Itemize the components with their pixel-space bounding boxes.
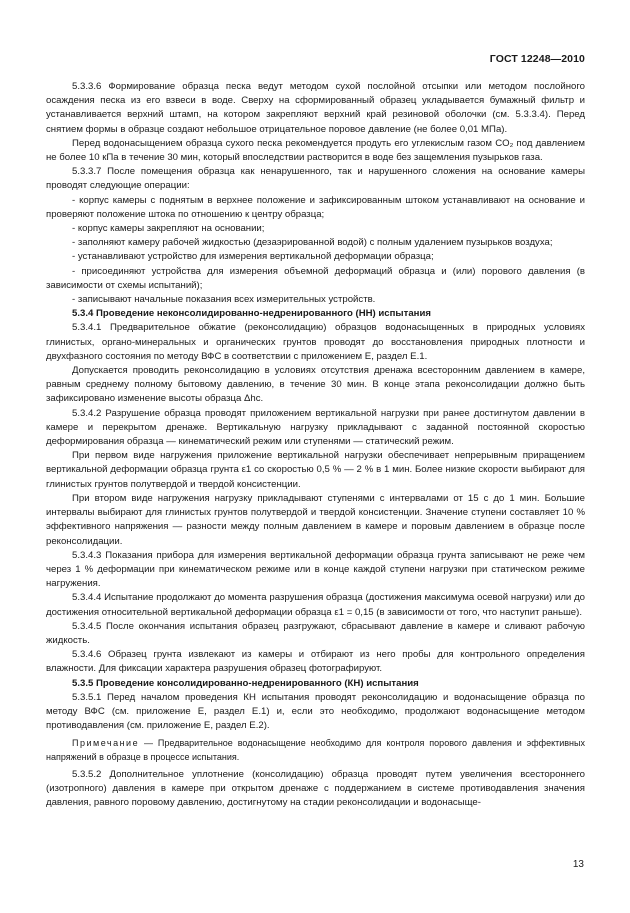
paragraph: 5.3.3.7 После помещения образца как ненарушенного, так и нарушенного сложения на основание камеры проводят следующие операции: — [46, 166, 585, 192]
paragraph: 5.3.4.2 Разрушение образца проводят приложением вертикальной нагрузки при ранее достигнутом давлении в камере и перекрытом дренаже. Вертикальную нагрузку прикладывают с заданной постоянной скоростью деформирования образца — кинематический режим или ступенями — статический режим. — [46, 407, 585, 448]
note-text: — Предварительное водонасыщение необходимо для контроля порового давления и эффективных напряжений в образце в процессе испытания. — [46, 738, 585, 762]
paragraph: Допускается проводить реконсолидацию в условиях отсутствия дренажа всесторонним давлением в камере, равным среднему полному бытовому давлению, в течение 30 мин. В конце этапа реконсолидации должно быть зафиксировано изменение высоты образца Δhc. — [46, 365, 585, 405]
section-heading: 5.3.4 Проведение неконсолидированно-недренированного (НН) испытания — [72, 308, 431, 320]
paragraph: Перед водонасыщением образца сухого песка рекомендуется продуть его углекислым газом CO₂ под давлением не более 10 кПа в течение 30 мин, который впоследствии растворится в воде без защемления пузырьков газа. — [46, 137, 585, 164]
standard-header: ГОСТ 12248—2010 — [489, 53, 585, 65]
paragraph: При первом виде нагружения приложение вертикальной нагрузки обеспечивает непрерывным приращением вертикальной деформации образца грунта ε1 со скоростью 0,5 % — 2 % в 1 мин. Более низкие скорости выбирают для глинистых грунтов полутвердой и твердой консистенции. — [46, 450, 585, 490]
list-item: - корпус камеры закрепляют на основании; — [72, 223, 265, 235]
paragraph: 5.3.4.5 После окончания испытания образец разгружают, сбрасывают давление в камере и сливают рабочую жидкость. — [46, 620, 585, 646]
list-item: - корпус камеры с поднятым в верхнее положение и зафиксированным штоком устанавливают на основание и проверяют положение штока по отношению к центру образца; — [46, 194, 585, 220]
paragraph: При втором виде нагружения нагрузку прикладывают ступенями с интервалами от 15 с до 1 мин. Большие интервалы выбирают для глинистых грунтов полутвердой и твердой консистенции. Значение ступени составляет 10 % эффективного напряжения — разности между полным давлением в камере и поровым давлением в образце после реконсолидации. — [46, 492, 585, 547]
list-item: - заполняют камеру рабочей жидкостью (дезаэрированной водой) с полным удалением пузырьков воздуха; — [72, 237, 553, 249]
paragraph: 5.3.4.4 Испытание продолжают до момента разрушения образца (достижения максимума осевой нагрузки) или до достижения относительной вертикальной деформации образца ε1 = 0,15 (в зависимости от того, что наступит раньше). — [46, 592, 585, 618]
paragraph: 5.3.4.1 Предварительное обжатие (реконсолидацию) образцов водонасыщенных в природных условиях глинистых, органо-минеральных и органических грунтов проводят до восстановления природных плотности и двухфазного состояния по методу ВФС в соответствии с приложением Е, раздел Е.1. — [46, 322, 585, 362]
list-item: - записывают начальные показания всех измерительных устройств. — [72, 294, 376, 306]
paragraph: 5.3.4.3 Показания прибора для измерения вертикальной деформации образца грунта записывают не реже чем через 1 % деформации при кинематическом режиме или в конце каждой ступени нагрузки при статическом режиме нагружения. — [46, 549, 585, 590]
paragraph: 5.3.3.6 Формирование образца песка ведут методом сухой послойной отсыпки или методом послойного осаждения песка из его взвеси в воде. Сверху на сформированный образец укладывается бумажный фильтр и устанавливается верхний штамп, на котором закрепляют верхний край резиновой оболочки (см. 5.3.3.4). Перед снятием формы в образце создают небольшое отрицательное поровое давление (не более 0,01 МПа). — [46, 81, 585, 135]
section-heading: 5.3.5 Проведение консолидированно-недренированного (КН) испытания — [72, 677, 419, 689]
paragraph: 5.3.4.6 Образец грунта извлекают из камеры и отбирают из него пробы для контрольного определения влажности. Для фиксации характера разрушения образец фотографируют. — [46, 649, 585, 675]
note-label: Примечание — [72, 738, 140, 749]
document-body — [46, 80, 585, 810]
list-item: - присоединяют устройства для измерения объемной деформаций образца и (или) порового давления (в зависимости от схемы испытаний); — [46, 265, 585, 291]
note — [46, 737, 585, 763]
list-item: - устанавливают устройство для измерения вертикальной деформации образца; — [72, 251, 434, 263]
paragraph: 5.3.5.1 Перед началом проведения КН испытания проводят реконсолидацию и водонасыщение образца по методу ВФС (см. приложение Е, раздел Е.1) и, если это необходимо, продолжают водонасыщение методом противодавления (см. приложение Е, раздел Е.2). — [46, 691, 585, 732]
page-number: 13 — [572, 859, 584, 870]
paragraph: 5.3.5.2 Дополнительное уплотнение (консолидацию) образца проводят путем увеличения всестороннего (изотропного) давления в камере при открытом дренаже с поддержанием в системе противодавления значения давления, равного поровому давлению, достигнутому на стадии реконсолидации и водонасыще- — [46, 768, 585, 809]
